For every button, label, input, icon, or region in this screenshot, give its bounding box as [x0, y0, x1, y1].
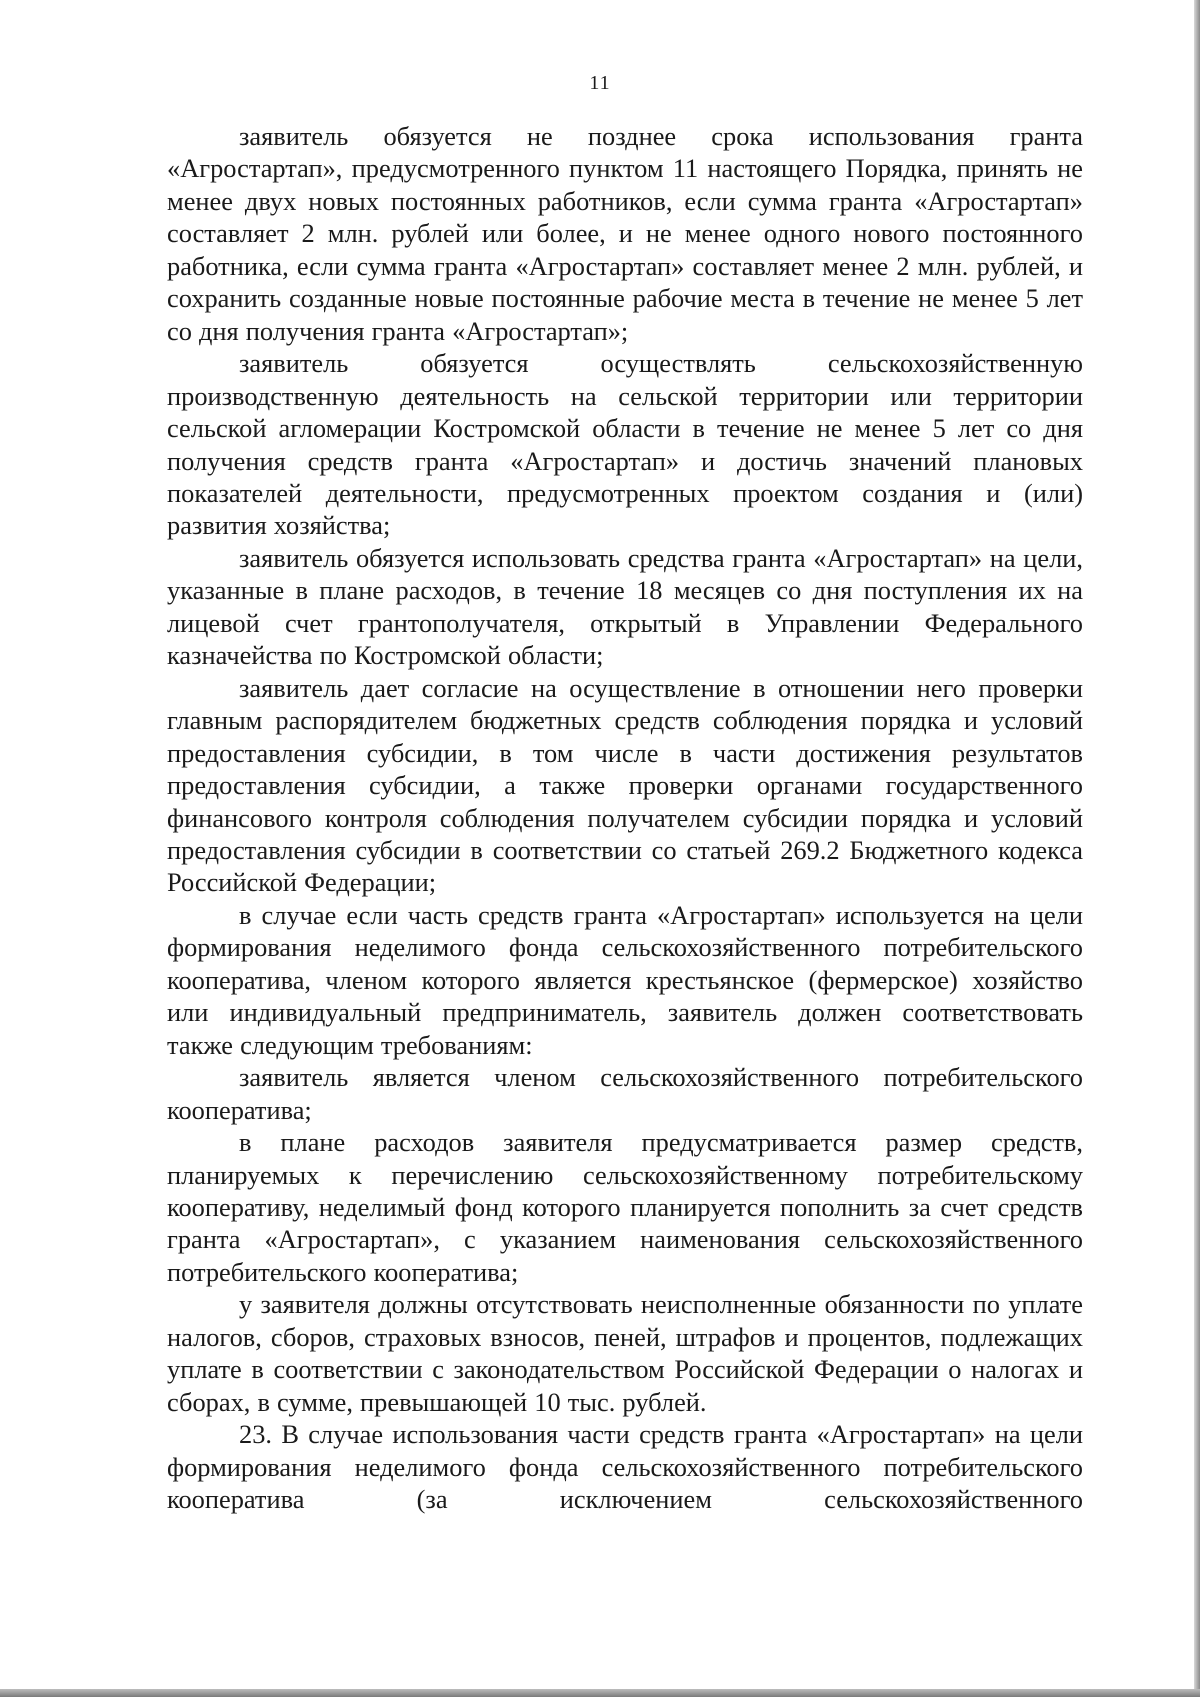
paragraph-consent-to-inspection: заявитель дает согласие на осуществление в отношении него проверки главным распорядителем бюджетных средств соблюдения порядка и условий предоставления субсидии, в том числе в части достижения результатов предоставления субсидии, а также проверки органами государственного финансового контроля соблюдения получателем субсидии порядка и условий предоставления субсидии в соответствии со статьей 269.2 Бюджетного кодекса Российской Федерации; [167, 672, 1083, 898]
document-body [167, 120, 1083, 1515]
scan-edge-right [1194, 0, 1200, 1697]
paragraph-clause-23: 23. В случае использования части средств гранта «Агростартап» на цели формирования неделимого фонда сельскохозяйственного потребительского кооператива (за исключением сельскохозяйственного [167, 1419, 1083, 1515]
paragraph-cooperative-member: заявитель является членом сельскохозяйственного потребительского кооператива; [167, 1062, 1083, 1125]
paragraph-new-employees: заявитель обязуется не позднее срока использования гранта «Агростартап», предусмотренного пунктом 11 настоящего Порядка, принять не менее двух новых постоянных работников, если сумма гранта «Агростартап» составляет 2 млн. рублей или более, и не менее одного нового постоянного работника, если сумма гранта «Агростартап» составляет менее 2 млн. рублей, и сохранить созданные новые постоянные рабочие места в течение не менее 5 лет со дня получения гранта «Агростартап»; [167, 121, 1083, 346]
paragraph-production-activity: заявитель обязуется осуществлять сельскохозяйственную производственную деятельность на сельской территории или территории сельской агломерации Костромской области в течение не менее 5 лет со дня получения средств гранта «Агростартап» и достичь значений плановых показателей деятельности, предусмотренных проектом создания и (или) развития хозяйства; [167, 348, 1083, 541]
paragraph-expense-plan: в плане расходов заявителя предусматривается размер средств, планируемых к перечислению сельскохозяйственному потребительскому кооперативу, неделимый фонд которого планируется пополнить за счет средств гранта «Агростартап», с указанием наименования сельскохозяйственного потребительского кооператива; [167, 1127, 1083, 1287]
paragraph-use-of-funds: заявитель обязуется использовать средства гранта «Агростартап» на цели, указанные в плане расходов, в течение 18 месяцев со дня поступления их на лицевой счет грантополучателя, открытый в Управлении Федерального казначейства по Костромской области; [167, 542, 1083, 671]
paragraph-no-tax-debt: у заявителя должны отсутствовать неисполненные обязанности по уплате налогов, сборов, страховых взносов, пеней, штрафов и процентов, подлежащих уплате в соответствии с законодательством Российской Федерации о налогах и сборах, в сумме, превышающей 10 тыс. рублей. [167, 1289, 1083, 1417]
page-number: 11 [589, 72, 611, 94]
paragraph-indivisible-fund-case: в случае если часть средств гранта «Агростартап» используется на цели формирования неделимого фонда сельскохозяйственного потребительского кооператива, членом которого является крестьянское (фермерское) хозяйство или индивидуальный предприниматель, заявитель должен соответствовать также следующим требованиям: [167, 899, 1083, 1060]
scan-edge-bottom [0, 1689, 1200, 1697]
